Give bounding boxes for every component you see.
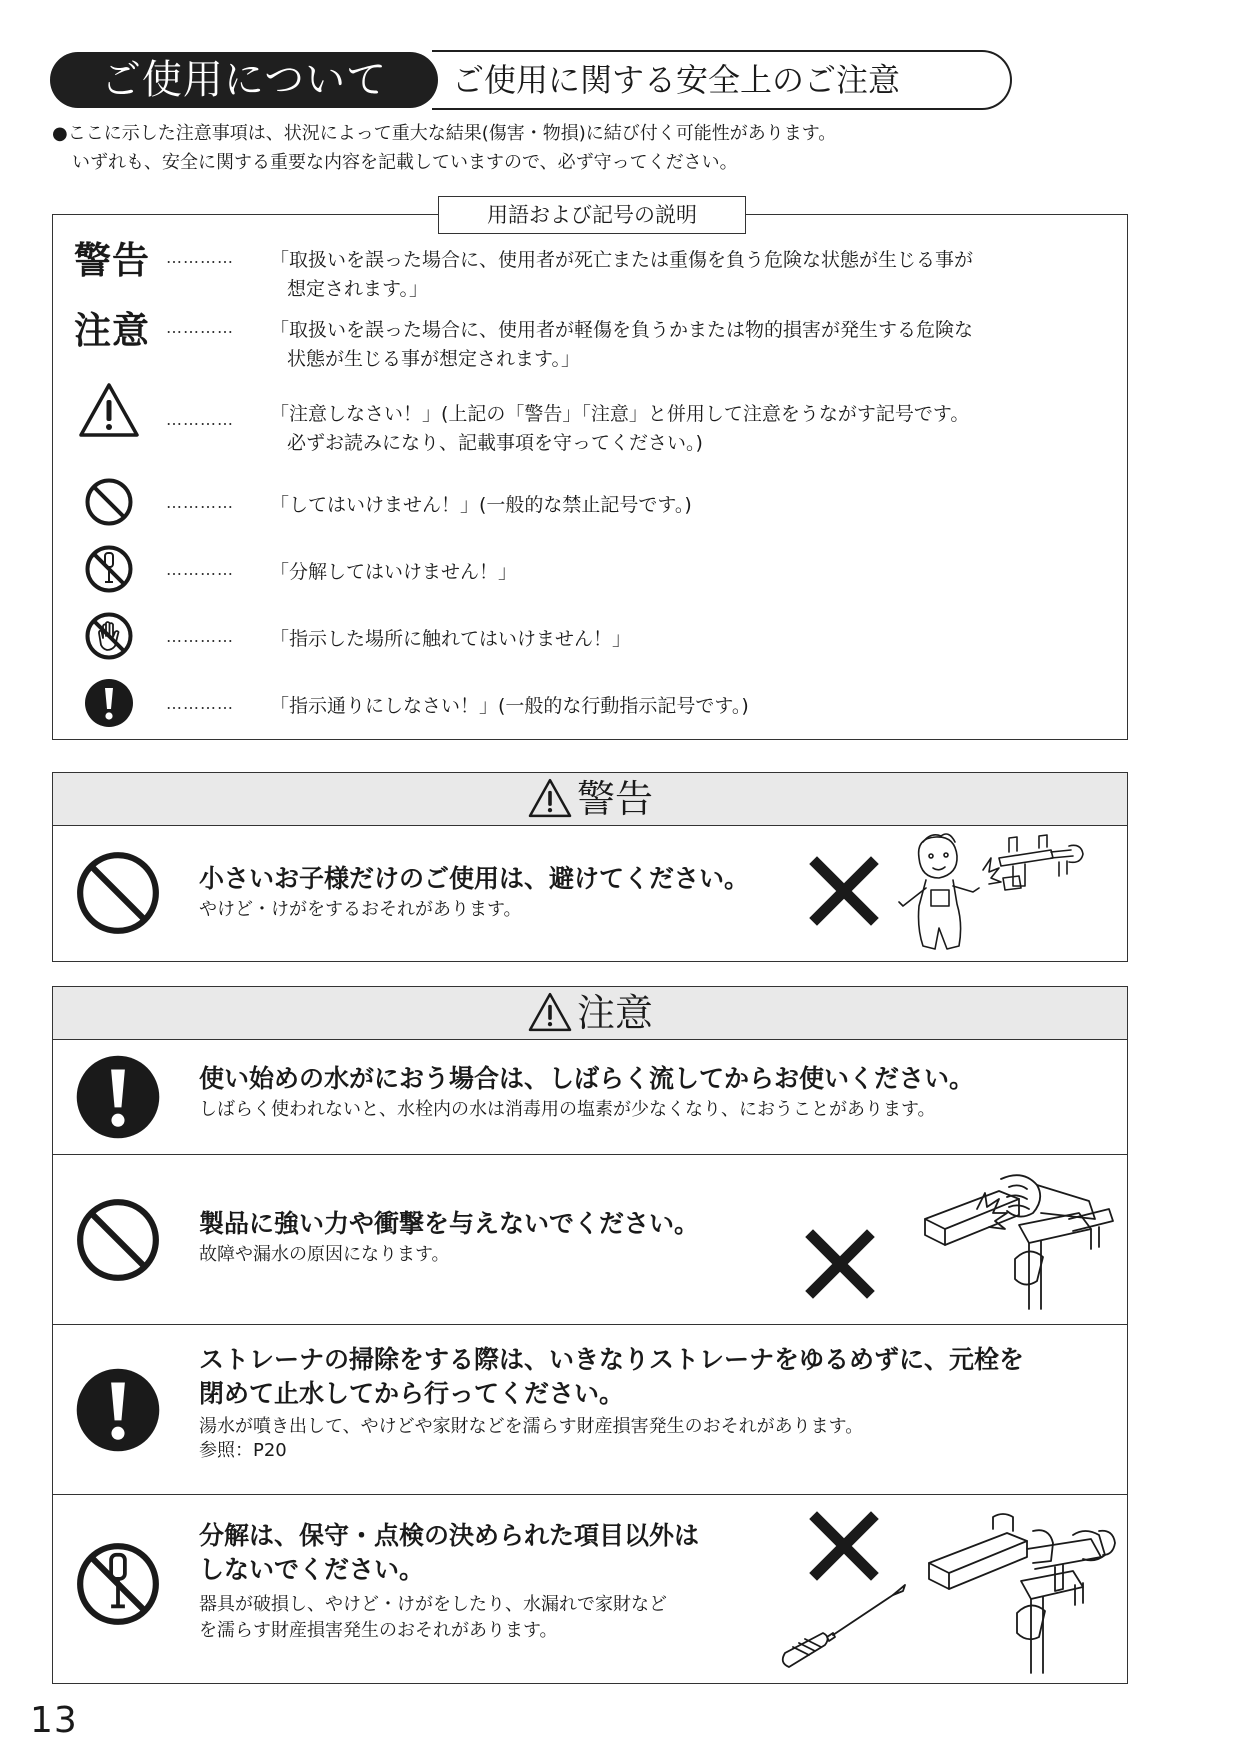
caution-row-title-1: ストレーナの掃除をする際は、いきなりストレーナをゆるめずに、元栓を [199,1345,1025,1374]
legend-text-mandatory: 「指示通りにしなさい！」(一般的な行動指示記号です。) [270,695,749,717]
warning-row [53,826,1127,961]
legend-word-caution: 注意 [74,309,150,352]
caution-row-title-2: 閉めて止水してから行ってください。 [199,1379,625,1408]
screwdriver-illustration [775,1575,915,1671]
legend-dots: ………… [166,627,234,646]
caution-row-title-1: 分解は、保守・点検の決められた項目以外は [199,1521,700,1550]
legend-dots: ………… [166,248,234,267]
legend-dots: ………… [166,318,234,337]
caution-row [53,1494,1127,1683]
child-with-faucet-illustration [891,828,1113,956]
prohibited-icon [75,850,161,936]
section-label: ご使用について [50,52,438,108]
caution-row-title-2: しないでください。 [199,1555,425,1584]
intro-text [52,119,836,177]
legend-box [52,214,1128,740]
warning-section [52,772,1128,962]
legend-dots: ………… [166,560,234,579]
legend-text-warning-1: 「取扱いを誤った場合に、使用者が死亡または重傷を負う危険な状態が生じる事が [270,249,974,271]
caution-section [52,986,1128,1684]
legend-title: 用語および記号の説明 [438,196,746,234]
caution-row [53,1324,1127,1494]
legend-text-caution-2: 状態が生じる事が想定されます。」 [287,348,580,370]
caution-row [53,1040,1127,1154]
mandatory-action-icon [75,1367,161,1453]
warning-triangle-icon [78,382,140,438]
caution-row-desc: しばらく使われないと、水栓内の水は消毒用の塩素が少なくなり、におうことがあります。 [199,1099,936,1120]
mandatory-action-icon [75,1054,161,1140]
intro-line-1: ●ここに示した注意事項は、状況によって重大な結果(傷害・物損)に結び付く可能性があります。 [52,123,837,144]
prohibited-icon [75,1197,161,1283]
faucet-illustration [923,1509,1119,1679]
legend-word-warning: 警告 [74,239,150,282]
caution-heading: 注意 [576,991,653,1035]
x-mark-icon [805,1229,875,1299]
legend-text-prohibited: 「してはいけません！」(一般的な禁止記号です。) [270,494,692,516]
legend-text-no-disassembly: 「分解してはいけません！」 [270,561,518,583]
caution-header [53,987,1127,1040]
legend-text-attention-2: 必ずお読みになり、記載事項を守ってください。) [287,432,703,454]
x-mark-icon [809,856,879,926]
caution-row-desc-1: 湯水が噴き出して、やけどや家財などを濡らす財産損害発生のおそれがあります。 [199,1416,864,1437]
caution-row-desc-2: 参照：P20 [199,1440,287,1461]
no-disassembly-icon [84,544,134,594]
caution-row-title: 製品に強い力や衝撃を与えないでください。 [199,1209,700,1238]
header-subtitle: ご使用に関する安全上のご注意 [432,50,1012,110]
legend-text-warning-2: 想定されます。」 [287,278,428,300]
no-disassembly-icon [75,1541,161,1627]
no-touch-icon [84,611,134,661]
warning-heading: 警告 [576,777,653,821]
caution-row-desc-1: 器具が破損し、やけど・けがをしたり、水漏れで家財など [199,1594,667,1615]
mandatory-action-icon [84,678,134,728]
legend-dots: ………… [166,493,234,512]
warning-triangle-icon [527,778,573,818]
legend-dots: ………… [166,694,234,713]
caution-row-desc-2: を濡らす財産損害発生のおそれがあります。 [199,1620,558,1641]
warning-triangle-icon [527,992,573,1032]
caution-row [53,1154,1127,1324]
caution-row-title: 使い始めの水がにおう場合は、しばらく流してからお使いください。 [199,1064,975,1093]
warning-header [53,773,1127,826]
intro-line-2: いずれも、安全に関する重要な内容を記載していますので、必ず守ってください。 [72,152,738,173]
warning-row-title: 小さいお子様だけのご使用は、避けてください。 [199,864,750,893]
caution-row-desc: 故障や漏水の原因になります。 [199,1244,450,1265]
legend-text-caution-1: 「取扱いを誤った場合に、使用者が軽傷を負うかまたは物的損害が発生する危険な [270,319,974,341]
prohibited-icon [84,477,134,527]
legend-text-attention-1: 「注意しなさい！」(上記の「警告」「注意」と併用して注意をうながす記号です。 [270,403,970,425]
legend-text-no-touch: 「指示した場所に触れてはいけません！」 [270,628,632,650]
fist-hitting-faucet-illustration [919,1169,1115,1319]
page-number: 13 [30,1700,78,1741]
x-mark-icon [809,1511,879,1581]
warning-row-desc: やけど・けがをするおそれがあります。 [199,899,522,920]
legend-dots: ………… [166,410,234,429]
